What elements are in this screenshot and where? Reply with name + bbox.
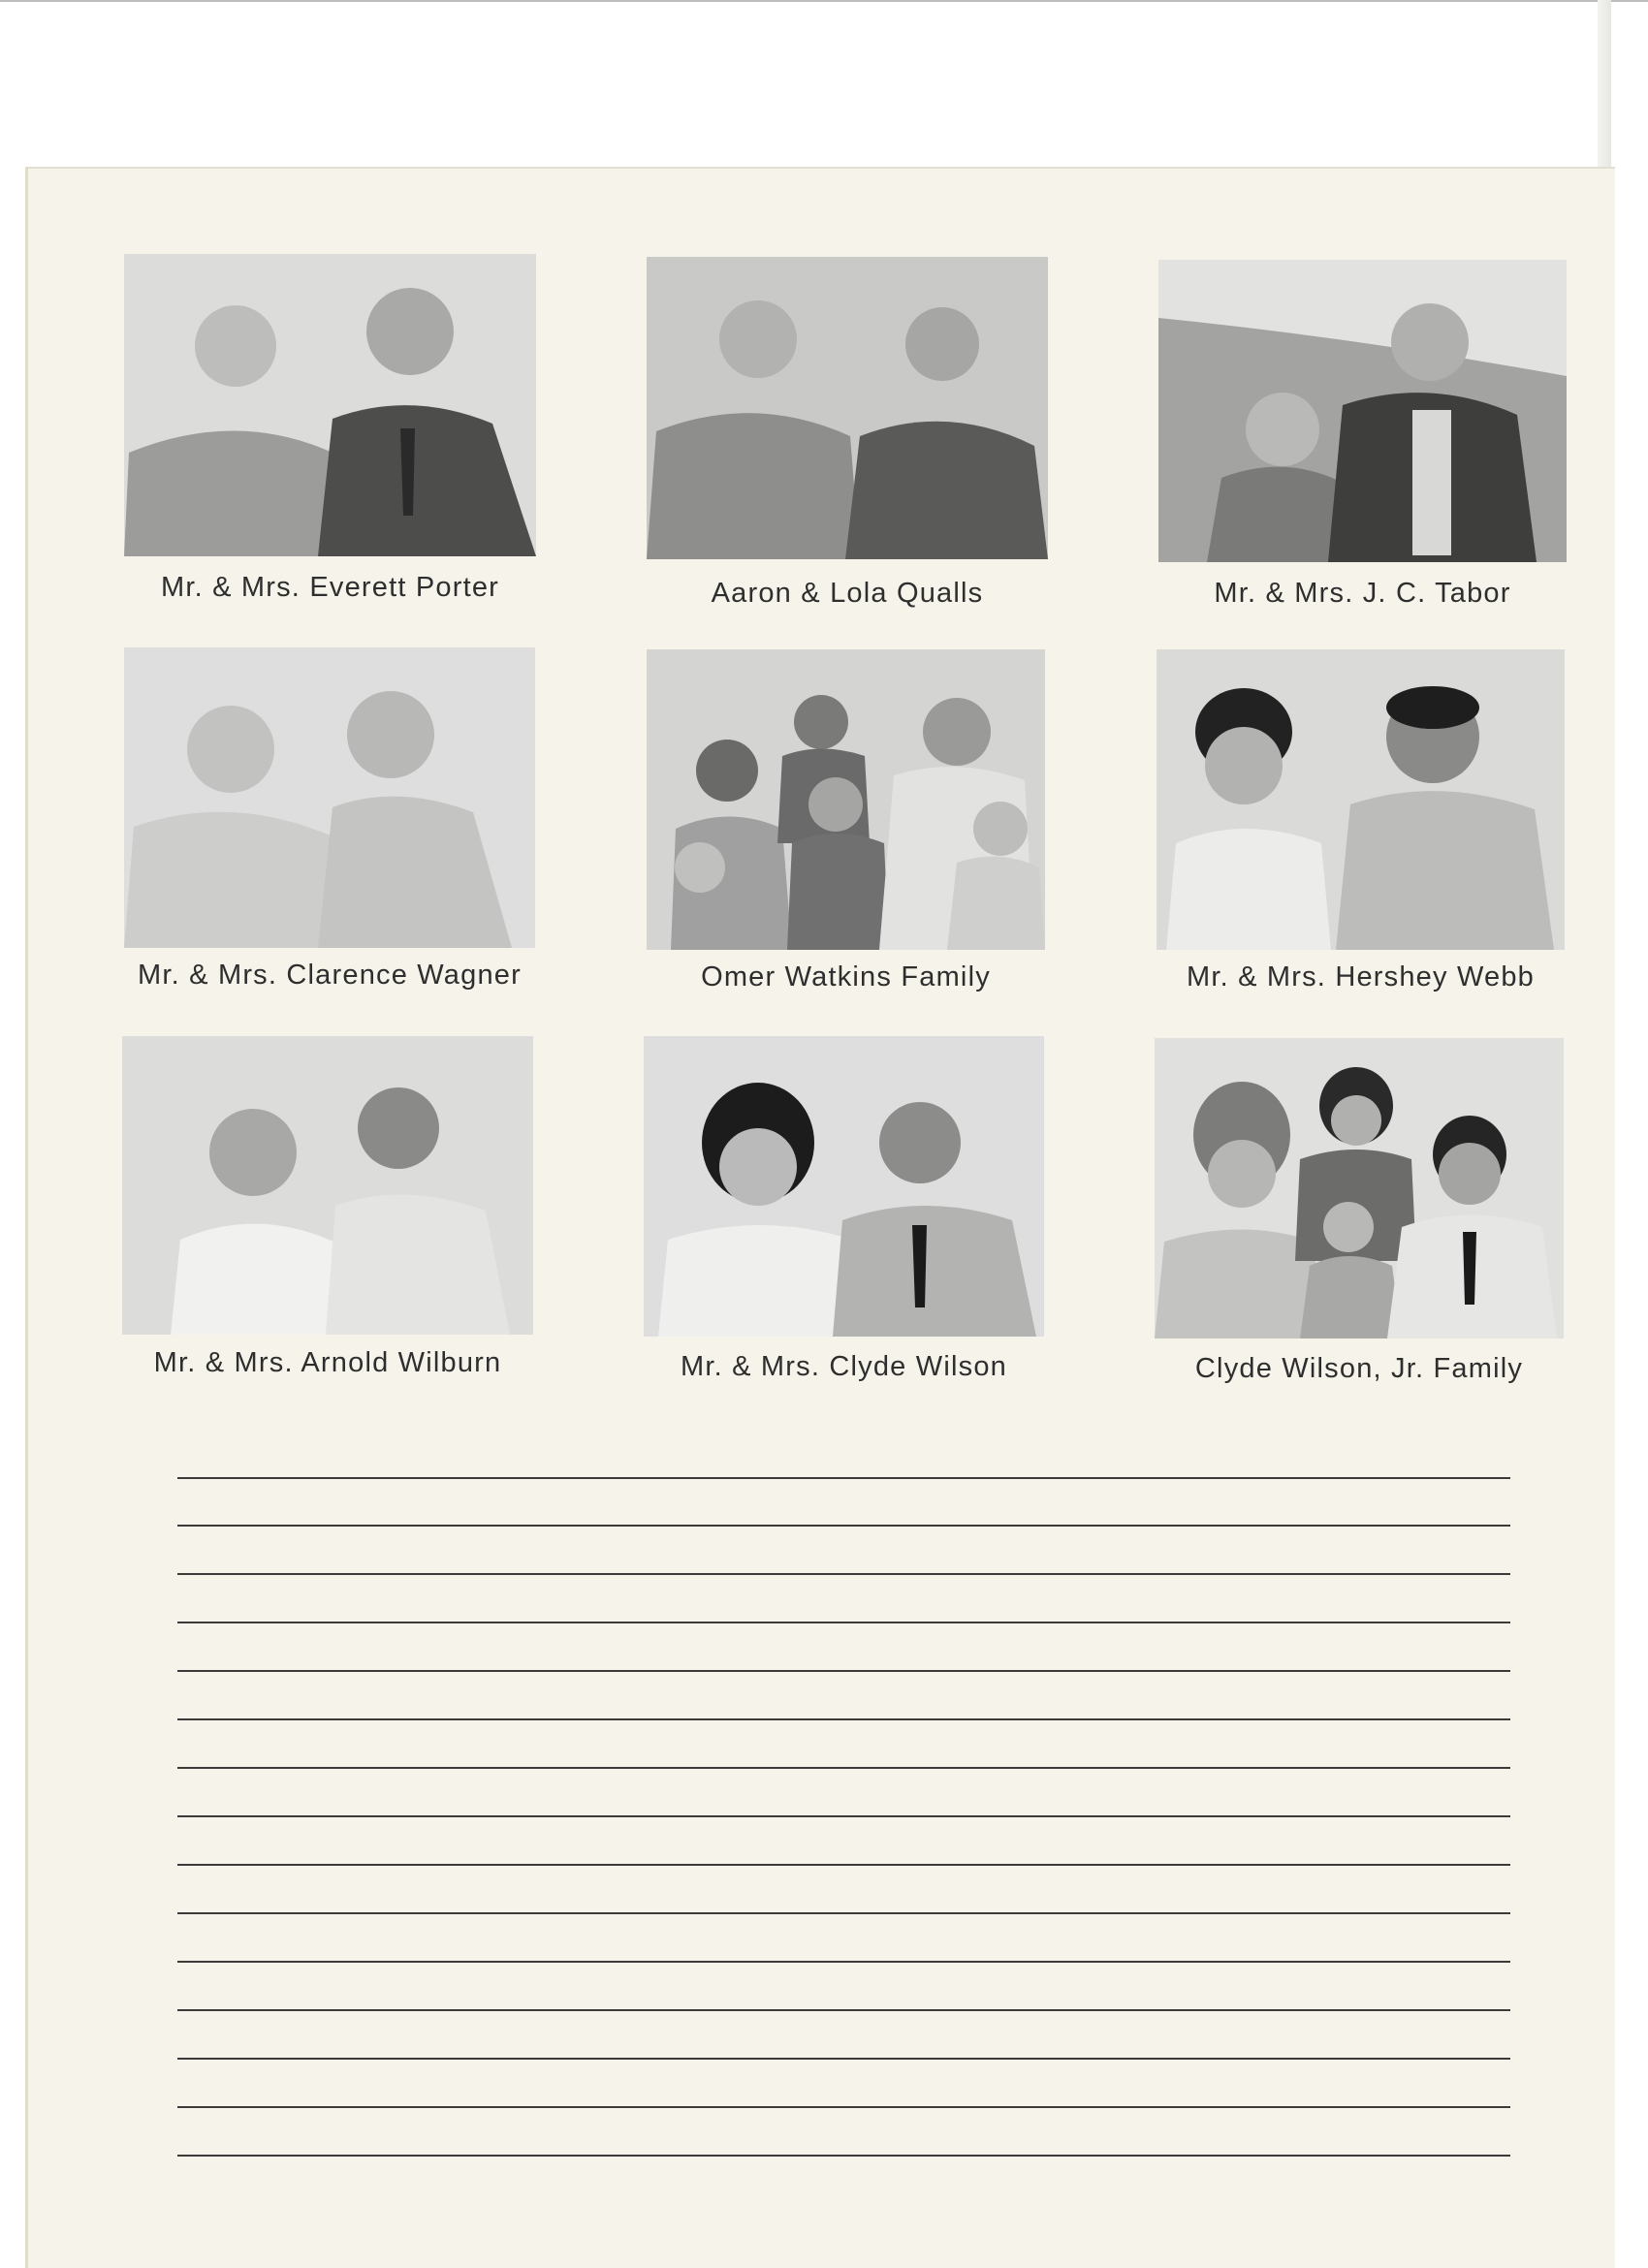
photo-arnold-wilburn [122,1036,533,1335]
photo-hershey-webb [1157,649,1565,950]
caption-aaron-lola-qualls: Aaron & Lola Qualls [711,578,984,609]
writing-line [177,1622,1510,1623]
caption-everett-porter: Mr. & Mrs. Everett Porter [160,572,500,603]
writing-line [177,1961,1510,1963]
writing-line [177,1815,1510,1817]
scan-edge [0,0,1648,2]
writing-line [177,2058,1510,2060]
caption-hershey-webb: Mr. & Mrs. Hershey Webb [1186,961,1536,992]
photo-clyde-wilson [644,1036,1044,1337]
photo-clarence-wagner [124,647,535,948]
photo-aaron-lola-qualls [647,257,1048,559]
caption-omer-watkins-family: Omer Watkins Family [701,961,991,992]
writing-line [177,1477,1510,1479]
caption-jc-tabor: Mr. & Mrs. J. C. Tabor [1214,578,1511,609]
writing-line [177,1767,1510,1769]
photo-omer-watkins-family [647,649,1045,950]
caption-clarence-wagner: Mr. & Mrs. Clarence Wagner [138,960,522,991]
writing-line [177,1525,1510,1527]
writing-line [177,1670,1510,1672]
writing-line [177,2009,1510,2011]
writing-line [177,1718,1510,1720]
writing-line [177,2106,1510,2108]
writing-line [177,2155,1510,2157]
writing-line [177,1573,1510,1575]
caption-clyde-wilson-jr-family: Clyde Wilson, Jr. Family [1194,1353,1524,1384]
photo-everett-porter [124,254,536,556]
photo-clyde-wilson-jr-family [1155,1038,1564,1339]
caption-arnold-wilburn: Mr. & Mrs. Arnold Wilburn [153,1347,502,1378]
photo-jc-tabor [1158,260,1567,562]
caption-clyde-wilson: Mr. & Mrs. Clyde Wilson [681,1351,1007,1382]
writing-line [177,1912,1510,1914]
writing-line [177,1864,1510,1866]
